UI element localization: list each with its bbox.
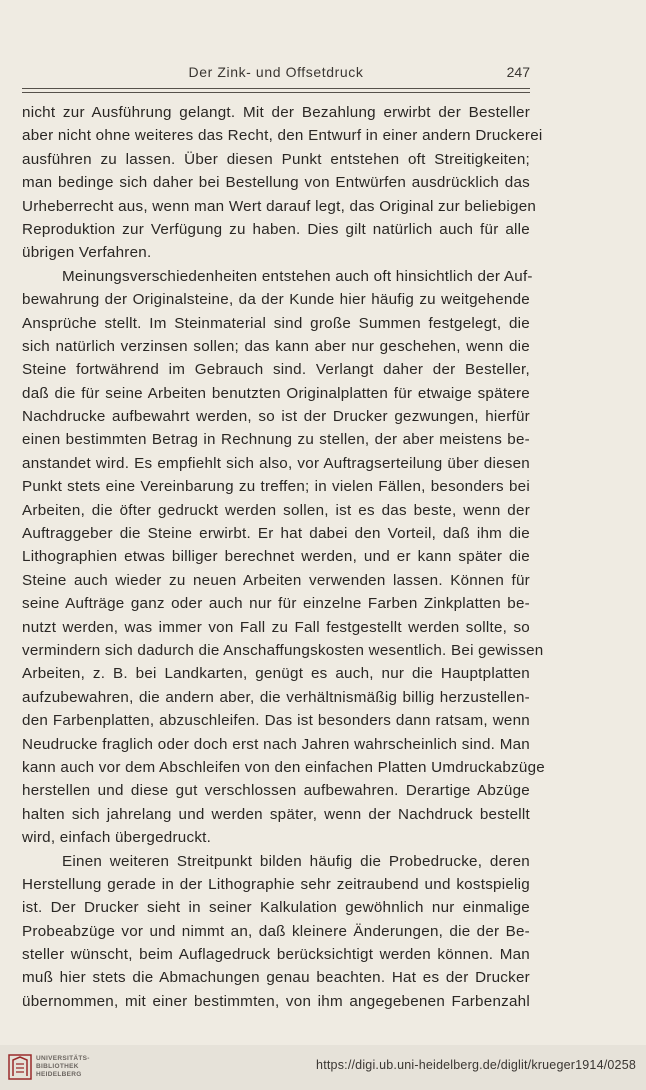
- text-line: Ansprüche stellt. Im Steinmaterial sind große Summen festgelegt, die: [22, 314, 530, 332]
- running-title: Der Zink- und Offsetdruck: [188, 64, 364, 80]
- text-line: aber nicht ohne weiteres das Recht, den Entwurf in einer andern Druckerei: [22, 127, 543, 145]
- text-line: Punkt stets eine Vereinbarung zu treffen; in vielen Fällen, besonders bei: [22, 478, 530, 496]
- text-line: Nachdrucke aufbewahrt werden, so ist der Drucker gezwungen, hierfür: [22, 408, 530, 426]
- library-name-line: HEIDELBERG: [36, 1070, 82, 1078]
- text-line: den Farbenplatten, abzuschleifen. Das ist besonders dann ratsam, wenn: [22, 712, 530, 730]
- text-line: daß die für seine Arbeiten benutzten Originalplatten für etwaige spätere: [22, 384, 530, 402]
- header-rule-bottom: [22, 92, 530, 93]
- text-line: herstellen und diese gut verschlossen aufbewahren. Derartige Abzüge: [22, 782, 530, 800]
- text-line: sich natürlich verzinsen sollen; das kann aber nur geschehen, wenn die: [22, 337, 530, 355]
- library-name-line: BIBLIOTHEK: [36, 1062, 79, 1070]
- text-line: Einen weiteren Streitpunkt bilden häufig die Probedrucke, deren: [62, 852, 530, 870]
- text-line: Arbeiten, z. B. bei Landkarten, genügt es auch, nur die Hauptplatten: [22, 665, 530, 683]
- text-line: Arbeiten, die öfter gedruckt werden sollen, ist es das beste, wenn der: [22, 501, 530, 519]
- text-line: Auftraggeber die Steine erwirbt. Er hat dabei den Vorteil, daß ihm die: [22, 525, 530, 543]
- page-header: [22, 64, 530, 84]
- viewer-footer: [0, 1045, 646, 1090]
- library-name-line: UNIVERSITÄTS-: [36, 1055, 90, 1062]
- text-line: steller wünscht, beim Auflagedruck berücksichtigt werden können. Man: [22, 946, 530, 964]
- text-line: aufzubewahren, die andern aber, die verhältnismäßig billig herzustellen-: [22, 688, 530, 706]
- permalink-url[interactable]: https://digi.ub.uni-heidelberg.de/diglit/krueger1914/0258: [316, 1058, 636, 1072]
- text-line: Steine fortwährend im Gebrauch sind. Verlangt daher der Besteller,: [22, 361, 530, 379]
- text-line: Meinungsverschiedenheiten entstehen auch oft hinsichtlich der Auf-: [62, 267, 533, 285]
- text-line: man bedinge sich daher bei Bestellung von Entwürfen ausdrücklich das: [22, 174, 530, 192]
- text-line: Reproduktion zur Verfügung zu haben. Dies gilt natürlich auch für alle: [22, 220, 530, 238]
- text-line: übernommen, mit einer bestimmten, von ihm angegebenen Farbenzahl: [22, 992, 530, 1010]
- text-line: wird, einfach übergedruckt.: [22, 829, 212, 847]
- text-line: kann auch vor dem Abschleifen von den einfachen Platten Umdruckabzüge: [22, 758, 545, 776]
- text-line: Probeabzüge vor und nimmt an, daß kleinere Änderungen, die der Be-: [22, 922, 530, 940]
- page-number: 247: [506, 64, 530, 80]
- body-text: [22, 101, 545, 1013]
- text-line: ausführen zu lassen. Über diesen Punkt entstehen oft Streitigkeiten;: [22, 150, 530, 168]
- text-line: seine Aufträge ganz oder auch nur für einzelne Farben Zinkplatten be-: [22, 595, 530, 613]
- header-rule-top: [22, 88, 530, 89]
- text-line: Urheberrecht aus, wenn man Wert darauf legt, das Original zur beliebigen: [22, 197, 537, 215]
- text-line: nutzt werden, was immer von Fall zu Fall festgestellt werden sollte, so: [22, 618, 530, 636]
- text-line: einen bestimmten Betrag in Rechnung zu stellen, der aber meistens be-: [22, 431, 530, 449]
- text-line: nicht zur Ausführung gelangt. Mit der Bezahlung erwirbt der Besteller: [22, 104, 530, 121]
- text-line: muß hier stets die Abmachungen genau beachten. Hat es der Drucker: [22, 969, 530, 987]
- text-line: Steine auch wieder zu neuen Arbeiten verwenden lassen. Können für: [22, 571, 530, 589]
- text-line: anstandet wird. Es empfiehlt sich also, vor Auftragserteilung über diesen: [22, 454, 530, 472]
- text-line: halten sich jahrelang und werden später, wenn der Nachdruck bestellt: [22, 805, 530, 823]
- text-line: Lithographien etwas billiger berechnet werden, und er kann später die: [22, 548, 530, 566]
- university-library-logo-icon: [8, 1054, 32, 1080]
- text-line: bewahrung der Originalsteine, da der Kunde hier häufig zu weitgehende: [22, 291, 530, 309]
- text-line: Herstellung gerade in der Lithographie sehr zeitraubend und kostspielig: [22, 875, 530, 893]
- text-line: übrigen Verfahren.: [22, 244, 152, 262]
- text-line: vermindern sich dadurch die Anschaffungskosten wesentlich. Bei gewissen: [22, 641, 544, 659]
- library-name: [36, 1055, 90, 1078]
- text-line: ist. Der Drucker sieht in seiner Kalkulation gewöhnlich nur einmalige: [22, 899, 530, 917]
- text-line: Neudrucke fraglich oder doch erst nach Jahren wahrscheinlich sind. Man: [22, 735, 530, 753]
